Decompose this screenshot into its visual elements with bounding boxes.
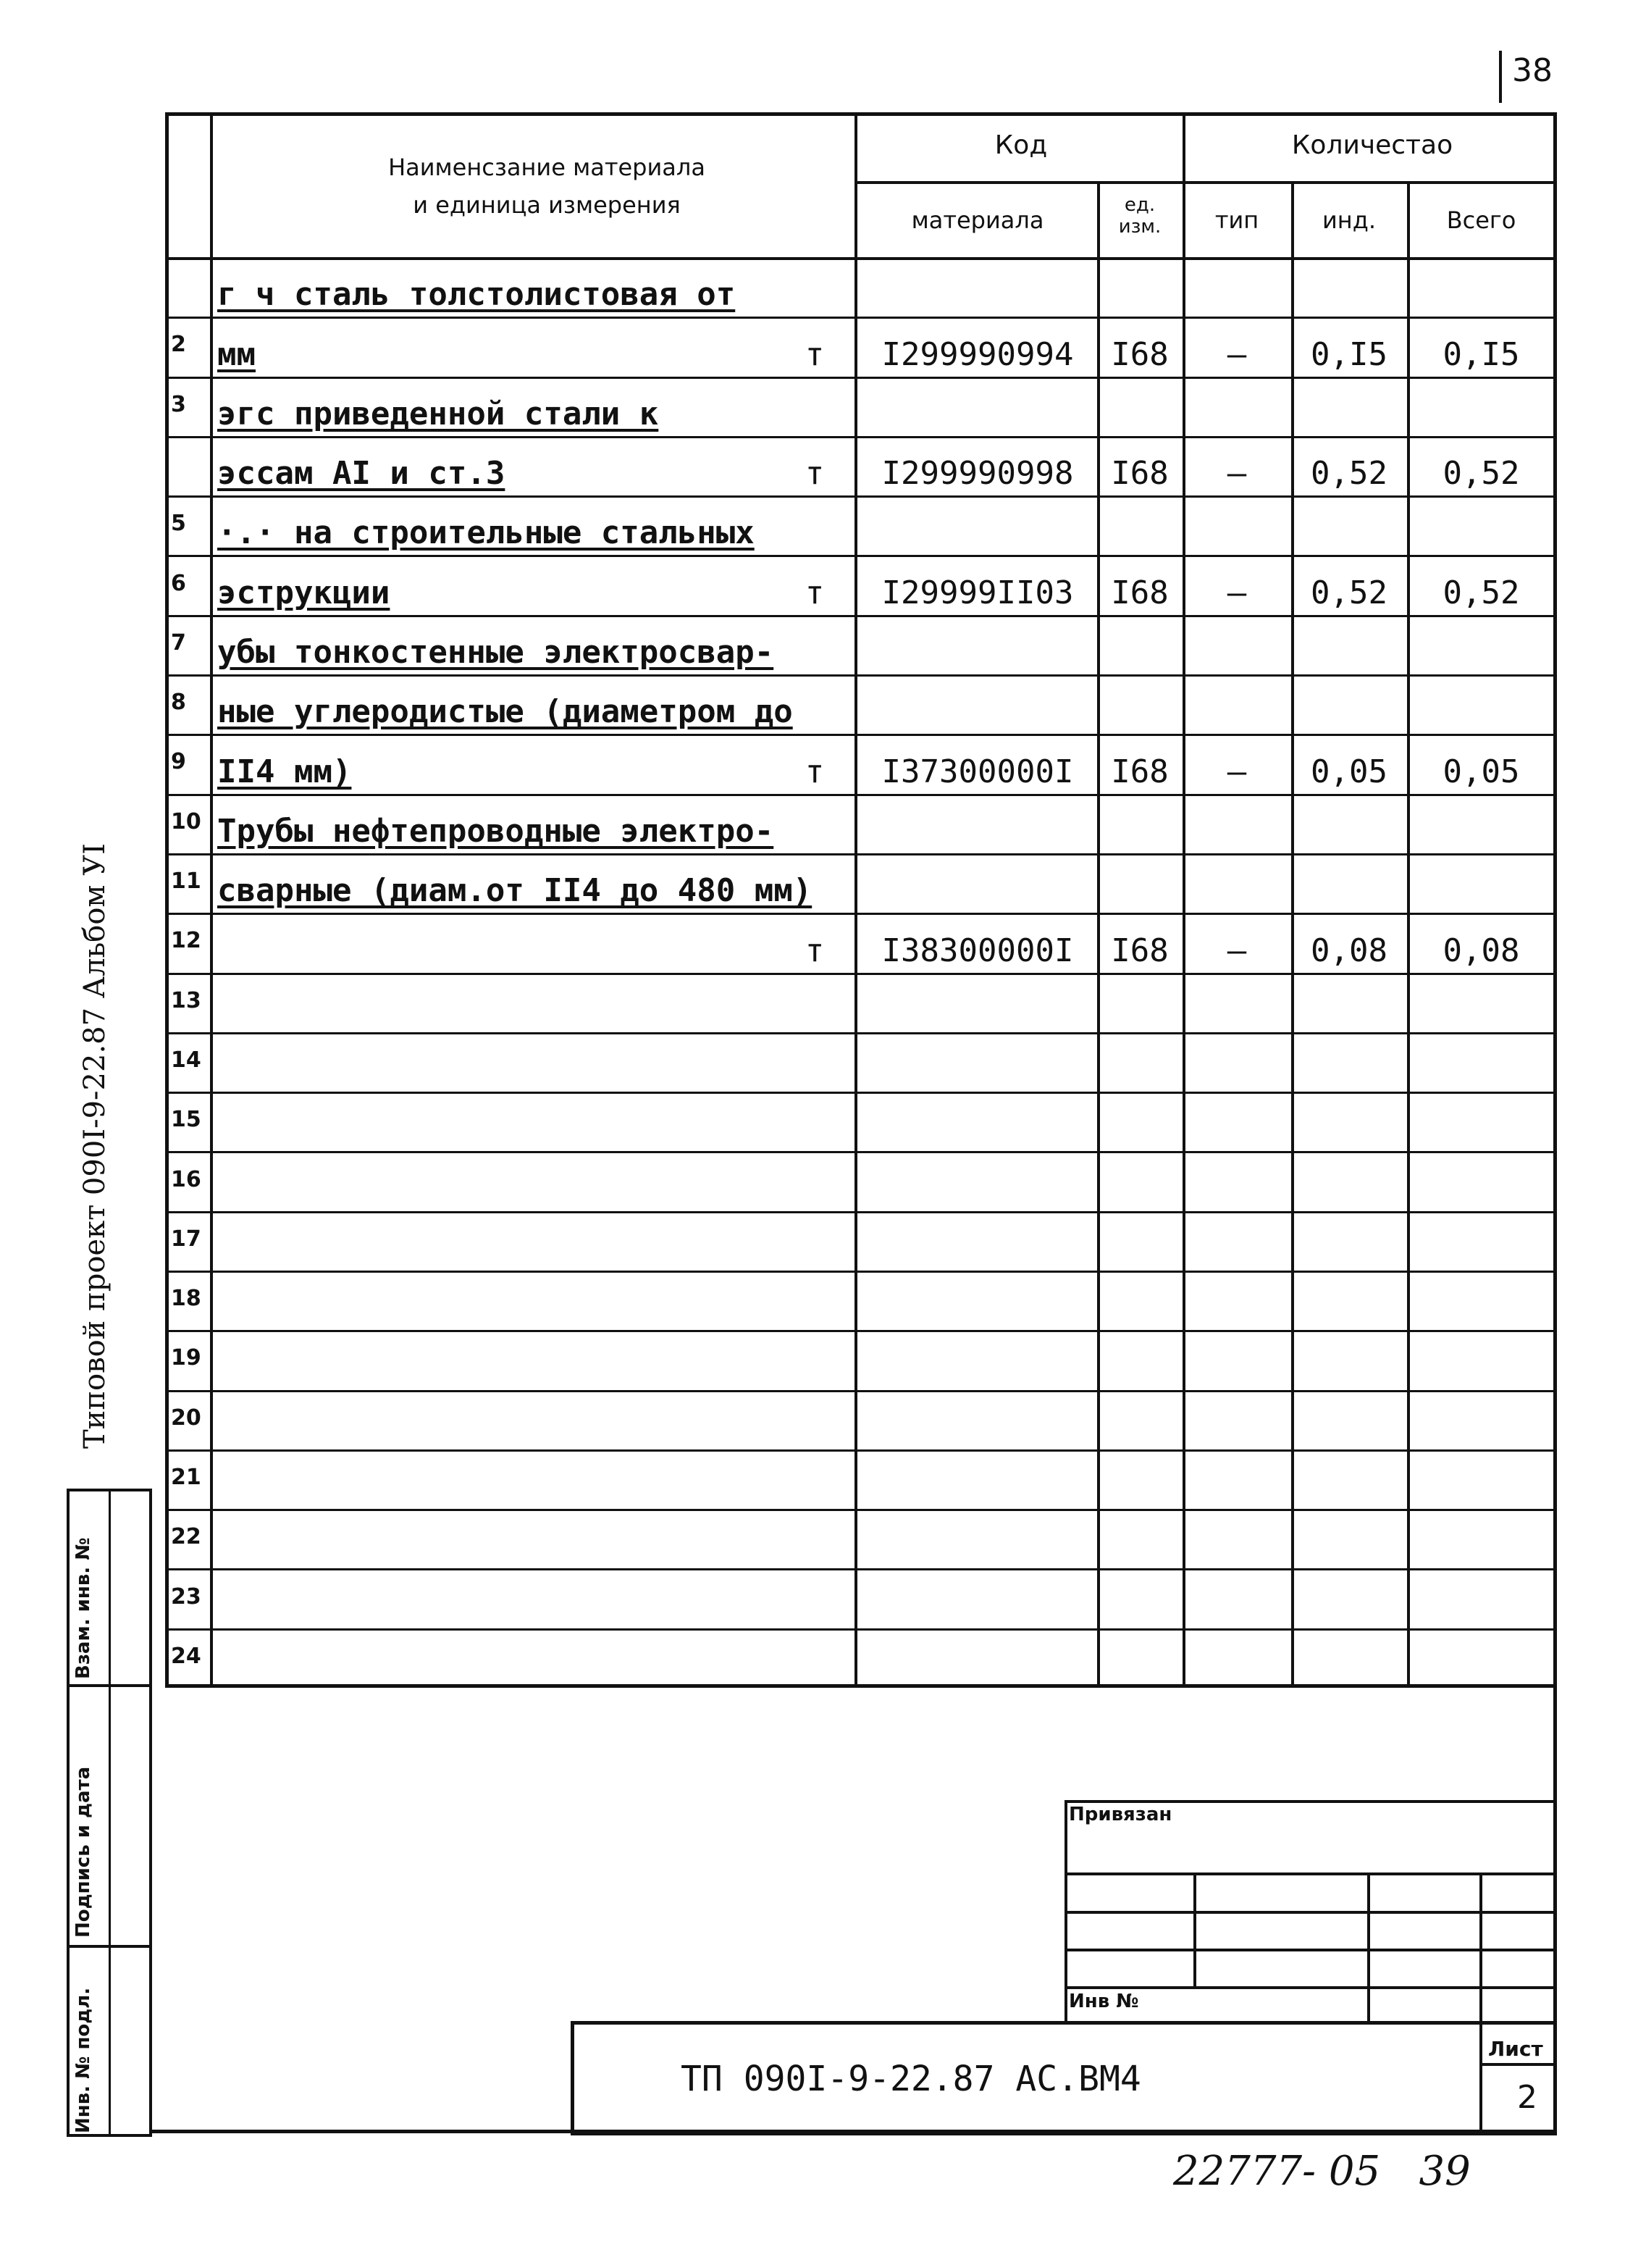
- header-qty-total: Всего: [1446, 206, 1516, 234]
- row-line: [165, 973, 1557, 975]
- row-number: 10: [171, 808, 201, 834]
- header-qty-ind: инд.: [1322, 206, 1376, 234]
- row-line: [165, 1032, 1557, 1034]
- qty-total: 0,52: [1443, 574, 1520, 611]
- row-line: [165, 1271, 1557, 1273]
- material-code: I37300000I: [881, 753, 1074, 790]
- sheet-label: Лист: [1488, 2037, 1543, 2061]
- row-number: 24: [171, 1643, 201, 1669]
- privyazan-vline-2: [1367, 1872, 1370, 2025]
- material-unit: т: [805, 335, 825, 373]
- material-unit: т: [805, 574, 825, 611]
- header-bottom-line: [165, 257, 1557, 260]
- page-number-divider: [1499, 51, 1502, 103]
- row-line: [165, 1390, 1557, 1392]
- material-name: эгс приведенной стали к: [217, 395, 659, 432]
- material-unit: т: [805, 455, 825, 493]
- qty-type: –: [1227, 753, 1247, 790]
- material-unit: т: [805, 932, 825, 969]
- row-line: [165, 794, 1557, 796]
- row-number: 12: [171, 928, 201, 954]
- page-number: 38: [1512, 52, 1553, 89]
- row-line: [165, 615, 1557, 617]
- header-name-column: Наименсзание материала и единица измерения: [388, 154, 705, 219]
- row-line: [165, 913, 1557, 915]
- qty-total: 0,08: [1443, 932, 1520, 969]
- qty-ind: 0,52: [1311, 574, 1387, 611]
- row-number: 7: [171, 629, 186, 656]
- qty-total: 0,05: [1443, 753, 1520, 790]
- material-name: эссам AI и ст.3: [217, 455, 505, 493]
- row-number: 6: [171, 570, 186, 596]
- side-inv-podl-label: Инв. № подл.: [72, 1987, 94, 2133]
- row-line: [165, 1449, 1557, 1452]
- privyazan-vline-1: [1193, 1872, 1196, 1986]
- row-line: [165, 1628, 1557, 1631]
- qty-total: 0,I5: [1443, 335, 1520, 373]
- qty-ind: 0,08: [1311, 932, 1387, 969]
- qty-ind: 0,05: [1311, 753, 1387, 790]
- row-number: 18: [171, 1286, 201, 1312]
- privyazan-line-3: [1065, 1949, 1557, 1951]
- row-number: 14: [171, 1047, 201, 1073]
- row-line: [165, 436, 1557, 438]
- row-number: 20: [171, 1405, 201, 1431]
- material-code: I29999II03: [881, 574, 1074, 611]
- row-line: [165, 1509, 1557, 1511]
- row-number: 8: [171, 690, 186, 716]
- side-block-col: [109, 1489, 111, 2137]
- qty-type: –: [1227, 932, 1247, 969]
- qty-total: 0,52: [1443, 455, 1520, 493]
- sheet-label-line: [1479, 2063, 1557, 2066]
- row-number: 21: [171, 1464, 201, 1490]
- row-number: 3: [171, 391, 186, 417]
- inv-no-label: Инв №: [1069, 1991, 1139, 2012]
- row-number: 9: [171, 749, 186, 775]
- row-number: 19: [171, 1345, 201, 1371]
- side-vzam-label: Взам. инв. №: [72, 1537, 94, 1679]
- row-line: [165, 1151, 1557, 1153]
- unit-code: I68: [1111, 455, 1169, 493]
- material-name: убы тонкостенные электросвар-: [217, 634, 774, 671]
- material-name: эструкции: [217, 574, 390, 611]
- row-number: 2: [171, 332, 186, 358]
- header-code-unit: ед. изм.: [1118, 194, 1162, 238]
- privyazan-label: Привязан: [1069, 1804, 1172, 1825]
- material-name: мм: [217, 335, 256, 373]
- qty-type: –: [1227, 574, 1247, 611]
- side-podpis-label: Подпись и дата: [72, 1766, 94, 1938]
- row-line: [165, 1092, 1557, 1094]
- row-number: 5: [171, 511, 186, 537]
- qty-type: –: [1227, 335, 1247, 373]
- row-line: [165, 1211, 1557, 1213]
- row-line: [165, 1568, 1557, 1570]
- sheet-number: 2: [1517, 2079, 1537, 2116]
- row-number: 22: [171, 1524, 201, 1550]
- side-project-label: Типовой проект 090I-9-22.87 Альбом УI: [78, 843, 112, 1449]
- privyazan-line-4: [1065, 1986, 1557, 1989]
- unit-code: I68: [1111, 574, 1169, 611]
- privyazan-vline-3: [1479, 1872, 1482, 2025]
- row-line: [165, 674, 1557, 677]
- header-qty-type: тип: [1214, 206, 1259, 234]
- qty-type: –: [1227, 455, 1247, 493]
- unit-code: I68: [1111, 932, 1169, 969]
- unit-code: I68: [1111, 335, 1169, 373]
- header-code-material: материала: [911, 206, 1044, 234]
- row-line: [165, 495, 1557, 498]
- material-name: г ч сталь толстолистовая от: [217, 276, 736, 314]
- row-line: [165, 377, 1557, 379]
- qty-ind: 0,52: [1311, 455, 1387, 493]
- material-name: Трубы нефтепроводные электро-: [217, 812, 774, 850]
- sheet-divider: [1479, 2021, 1482, 2135]
- header-code-group: Код: [994, 130, 1048, 160]
- row-line: [165, 317, 1557, 319]
- material-code: I299990994: [881, 335, 1074, 373]
- footer-code: 22777- 05 39: [1173, 2148, 1471, 2195]
- material-name: сварные (диам.от II4 до 480 мм): [217, 872, 812, 910]
- material-name: II4 мм): [217, 753, 352, 790]
- privyazan-line-1: [1065, 1872, 1557, 1875]
- row-number: 13: [171, 987, 201, 1013]
- row-line: [165, 734, 1557, 736]
- row-line: [165, 1330, 1557, 1332]
- header-subdivider: [855, 181, 1557, 184]
- row-line: [165, 853, 1557, 855]
- row-line: [165, 555, 1557, 557]
- row-number: 23: [171, 1583, 201, 1610]
- row-number: 16: [171, 1166, 201, 1192]
- row-number: 11: [171, 869, 201, 895]
- row-number: 17: [171, 1226, 201, 1252]
- header-qty-group: Количестао: [1291, 130, 1453, 160]
- material-name: ·.· на строительные стальных: [217, 514, 755, 552]
- unit-code: I68: [1111, 753, 1169, 790]
- privyazan-line-2: [1065, 1911, 1557, 1914]
- document-designation: ТП 090I-9-22.87 АС.ВМ4: [681, 2059, 1141, 2099]
- row-number: 15: [171, 1107, 201, 1133]
- qty-ind: 0,I5: [1311, 335, 1387, 373]
- material-code: I38300000I: [881, 932, 1074, 969]
- material-unit: т: [805, 753, 825, 790]
- material-name: ные углеродистые (диаметром до: [217, 693, 793, 731]
- material-code: I299990998: [881, 455, 1074, 493]
